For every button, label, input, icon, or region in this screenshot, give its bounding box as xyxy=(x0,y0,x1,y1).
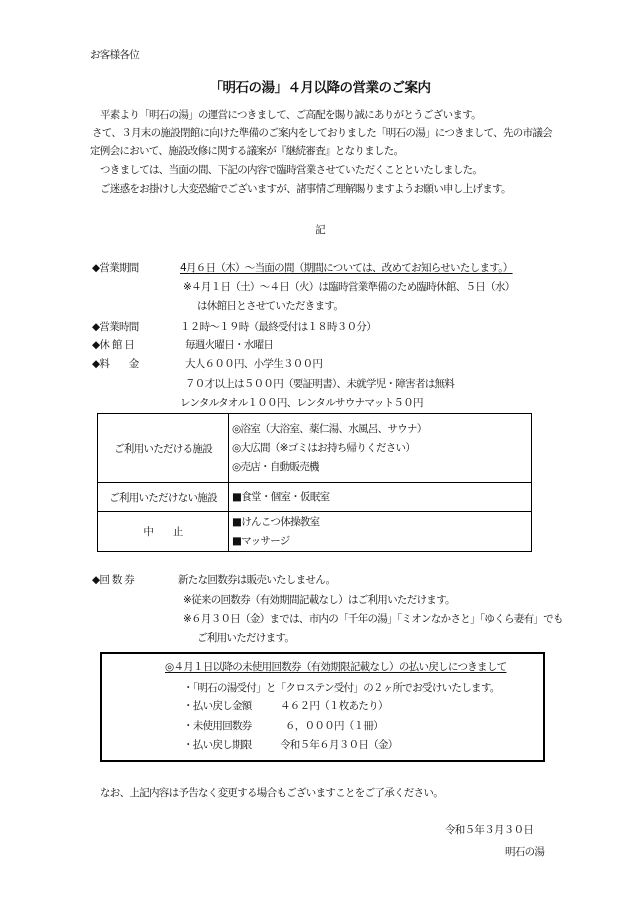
table-item: ■けんこつ体操教室 xyxy=(232,515,320,528)
coupons-note: ご利用いただけます。 xyxy=(197,632,295,644)
fees-line: レンタルタオル１００円、レンタルサウナマット５０円 xyxy=(180,397,423,409)
intro-line: 平素より「明石の湯」の運営につきまして、ご高配を賜り誠にありがとうございます。 xyxy=(100,109,481,121)
table-header-cell: ご利用いただけない施設 xyxy=(98,483,229,512)
closed-days-value: 毎週火曜日・水曜日 xyxy=(185,339,274,351)
issue-date: 令和５年３月３０日 xyxy=(445,824,534,836)
table-row xyxy=(98,414,532,483)
business-hours-label: ◆営業時間 xyxy=(92,321,139,333)
fees-line: 大人６００円、小学生３００円 xyxy=(185,358,323,370)
intro-line: つきましては、当面の間、下記の内容で臨時営業させていただくことといたしました。 xyxy=(100,164,483,176)
intro-line: さて、３月末の施設閉館に向けた準備のご案内をしておりました「明石の湯」につきまして、先の市議会 xyxy=(92,127,552,139)
coupons-note: ※従来の回数券（有効期間記載なし）はご利用いただけます。 xyxy=(183,594,455,606)
refund-detail-value: ４６２円（１枚あたり） xyxy=(280,700,388,712)
refund-detail-value: 令和５年６月３０日（金） xyxy=(280,739,398,751)
business-period-label: ◆営業期間 xyxy=(92,262,139,274)
table-row xyxy=(98,512,532,552)
table-items-cell xyxy=(229,512,532,552)
table-item: ■マッサージ xyxy=(232,534,290,547)
document-title: 「明石の湯」４月以降の営業のご案内 xyxy=(209,80,431,96)
closed-days-label: ◆休 館 日 xyxy=(92,339,135,351)
business-hours-value: １２時～１９時（最終受付は１８時３０分） xyxy=(180,321,376,333)
ki-heading: 記 xyxy=(315,224,325,236)
facilities-table xyxy=(97,413,532,552)
table-header-cell: ご利用いただける施設 xyxy=(98,414,229,483)
business-period-note: は休館日とさせていただきます。 xyxy=(197,300,344,312)
refund-detail-label: ・払い戻し期限 xyxy=(183,739,252,751)
table-items-cell xyxy=(229,414,532,483)
refund-location: ・「明石の湯受付」と「クロステン受付」の２ヶ所でお受けいたします。 xyxy=(183,682,500,694)
table-item: ◎大広間（※ゴミはお持ち帰りください） xyxy=(232,441,416,454)
business-period-note: ※４月１日（土）～４日（火）は臨時営業準備のため臨時休館、５日（水） xyxy=(183,281,515,293)
refund-detail-label: ・払い戻し金額 xyxy=(183,700,252,712)
coupons-value: 新たな回数券は販売いたしません。 xyxy=(178,574,336,586)
coupons-note: ※６月３０日（金）までは、市内の「千年の湯」「ミオンなかさと」「ゆくら妻有」でも xyxy=(183,613,563,625)
addressee: お客様各位 xyxy=(90,49,139,61)
intro-line: ご迷惑をお掛けし大変恐縮でございますが、諸事情ご理解賜りますようお願い申し上げます。 xyxy=(100,183,511,195)
closing-note: なお、上記内容は予告なく変更する場合もございますことをご了承ください。 xyxy=(100,787,443,799)
refund-heading: ◎４月１日以降の未使用回数券（有効期限記載なし）の払い戻しにつきまして xyxy=(165,661,507,673)
table-items-cell xyxy=(229,483,532,512)
intro-line: 定例会において、施設改修に関する議案が『継続審査』となりました。 xyxy=(90,145,404,157)
refund-info-box xyxy=(100,652,545,762)
table-item: ◎浴室（大浴室、薬仁湯、水風呂、サウナ） xyxy=(232,422,427,435)
coupons-label: ◆回 数 券 xyxy=(92,574,135,586)
issuer-name: 明石の湯 xyxy=(505,846,545,858)
business-period-value: 4月６日（木）～当面の間（期間については、改めてお知らせいたします。） xyxy=(180,262,513,274)
table-item: ■食堂・個室・仮眠室 xyxy=(232,490,330,503)
table-row xyxy=(98,483,532,512)
fees-line: ７０才以上は５００円（要証明書）、未就学児・障害者は無料 xyxy=(185,378,455,390)
table-item: ◎売店・自動販売機 xyxy=(232,460,319,473)
refund-detail-label: ・未使用回数券 xyxy=(183,720,252,732)
fees-label: ◆料 金 xyxy=(92,358,139,370)
table-header-cell: 中 止 xyxy=(98,512,229,552)
refund-detail-value: ６，０００円（１冊） xyxy=(285,720,383,732)
